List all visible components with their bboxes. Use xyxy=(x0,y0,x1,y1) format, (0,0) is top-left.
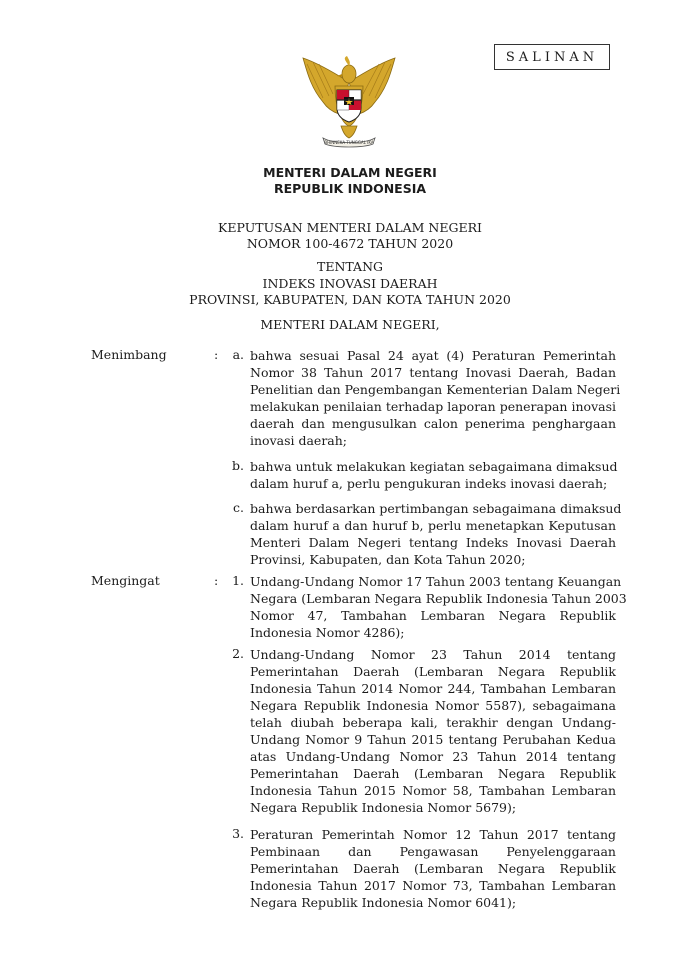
menimbang-item-b xyxy=(250,458,616,492)
menimbang-item-a xyxy=(250,347,621,449)
text-line: Undang Nomor 9 Tahun 2015 tentang Perubahan Kedua xyxy=(250,732,616,747)
text-line: inovasi daerah; xyxy=(250,433,348,448)
menimbang-item-c xyxy=(250,500,622,568)
menimbang-marker-b: b. xyxy=(232,458,244,473)
subject-line-1: INDEKS INOVASI DAERAH xyxy=(262,276,438,291)
mengingat-item-3 xyxy=(250,826,616,911)
text-line: daerah dan mengusulkan calon penerima penghargaan xyxy=(250,416,616,431)
text-line: Menteri Dalam Negeri tentang Indeks Inovasi Daerah xyxy=(250,535,616,550)
mengingat-item-2 xyxy=(250,646,616,816)
text-line: melakukan penilaian terhadap laporan penerapan inovasi xyxy=(250,399,616,414)
menimbang-colon: : xyxy=(214,347,219,362)
text-line: Peraturan Pemerintah Nomor 12 Tahun 2017 tentang xyxy=(250,827,616,842)
menimbang-marker-a: a. xyxy=(232,347,244,362)
text-line: Negara Republik Indonesia Nomor 5679); xyxy=(250,800,517,815)
text-line: Nomor 38 Tahun 2017 tentang Inovasi Daerah, Badan xyxy=(250,365,616,380)
text-line: Pemerintahan Daerah (Lembaran Negara Republik xyxy=(250,664,616,679)
text-line: Nomor 47, Tambahan Lembaran Negara Republik xyxy=(250,608,616,623)
text-line: Indonesia Tahun 2017 Nomor 73, Tambahan Lembaran xyxy=(250,878,616,893)
mengingat-item-1 xyxy=(250,573,627,641)
text-line: Negara Republik Indonesia Nomor 5587), sebagaimana xyxy=(250,698,616,713)
text-line: atas Undang-Undang Nomor 23 Tahun 2014 tentang xyxy=(250,749,616,764)
text-line: dalam huruf a dan huruf b, perlu menetapkan Keputusan xyxy=(250,518,616,533)
issuer-line: MENTERI DALAM NEGERI, xyxy=(260,317,440,332)
garuda-emblem-icon xyxy=(293,52,405,156)
decree-title: KEPUTUSAN MENTERI DALAM NEGERI xyxy=(218,220,482,235)
salinan-stamp: SALINAN xyxy=(494,44,610,70)
text-line: Indonesia Tahun 2015 Nomor 58, Tambahan Lembaran xyxy=(250,783,616,798)
tentang-heading: TENTANG xyxy=(316,259,383,274)
text-line: telah diubah beberapa kali, terakhir dengan Undang- xyxy=(250,715,616,730)
mengingat-marker-2: 2. xyxy=(232,646,244,661)
minister-header-line-1: MENTERI DALAM NEGERI xyxy=(263,165,437,180)
text-line: Negara (Lembaran Negara Republik Indonesia Tahun 2003 xyxy=(250,591,627,606)
svg-text:BHINNEKA TUNGGAL IKA: BHINNEKA TUNGGAL IKA xyxy=(324,140,374,145)
text-line: Pemerintahan Daerah (Lembaran Negara Republik xyxy=(250,766,616,781)
text-line: Undang-Undang Nomor 17 Tahun 2003 tentang Keuangan xyxy=(250,574,622,589)
text-line: Indonesia Nomor 4286); xyxy=(250,625,405,640)
minister-header-line-2: REPUBLIK INDONESIA xyxy=(273,181,427,196)
decree-number: NOMOR 100-4672 TAHUN 2020 xyxy=(246,236,454,251)
text-line: Provinsi, Kabupaten, dan Kota Tahun 2020; xyxy=(250,552,526,567)
text-line: Negara Republik Indonesia Nomor 6041); xyxy=(250,895,517,910)
text-line: Penelitian dan Pengembangan Kementerian Dalam Negeri xyxy=(250,382,621,397)
mengingat-marker-1: 1. xyxy=(232,573,244,588)
text-line: Indonesia Tahun 2014 Nomor 244, Tambahan Lembaran xyxy=(250,681,616,696)
mengingat-label: Mengingat xyxy=(91,573,160,588)
mengingat-marker-3: 3. xyxy=(232,826,244,841)
text-line: Pemerintahan Daerah (Lembaran Negara Republik xyxy=(250,861,616,876)
text-line: bahwa sesuai Pasal 24 ayat (4) Peraturan Pemerintah xyxy=(250,348,616,363)
text-line: bahwa untuk melakukan kegiatan sebagaimana dimaksud xyxy=(250,459,618,474)
text-line: bahwa berdasarkan pertimbangan sebagaimana dimaksud xyxy=(250,501,622,516)
menimbang-marker-c: c. xyxy=(233,500,244,515)
mengingat-colon: : xyxy=(214,573,219,588)
text-line: Undang-Undang Nomor 23 Tahun 2014 tentang xyxy=(250,647,616,662)
text-line: dalam huruf a, perlu pengukuran indeks inovasi daerah; xyxy=(250,476,608,491)
text-line: Pembinaan dan Pengawasan Penyelenggaraan xyxy=(250,844,616,859)
menimbang-label: Menimbang xyxy=(91,347,167,362)
subject-line-2: PROVINSI, KABUPATEN, DAN KOTA TAHUN 2020 xyxy=(189,292,511,307)
